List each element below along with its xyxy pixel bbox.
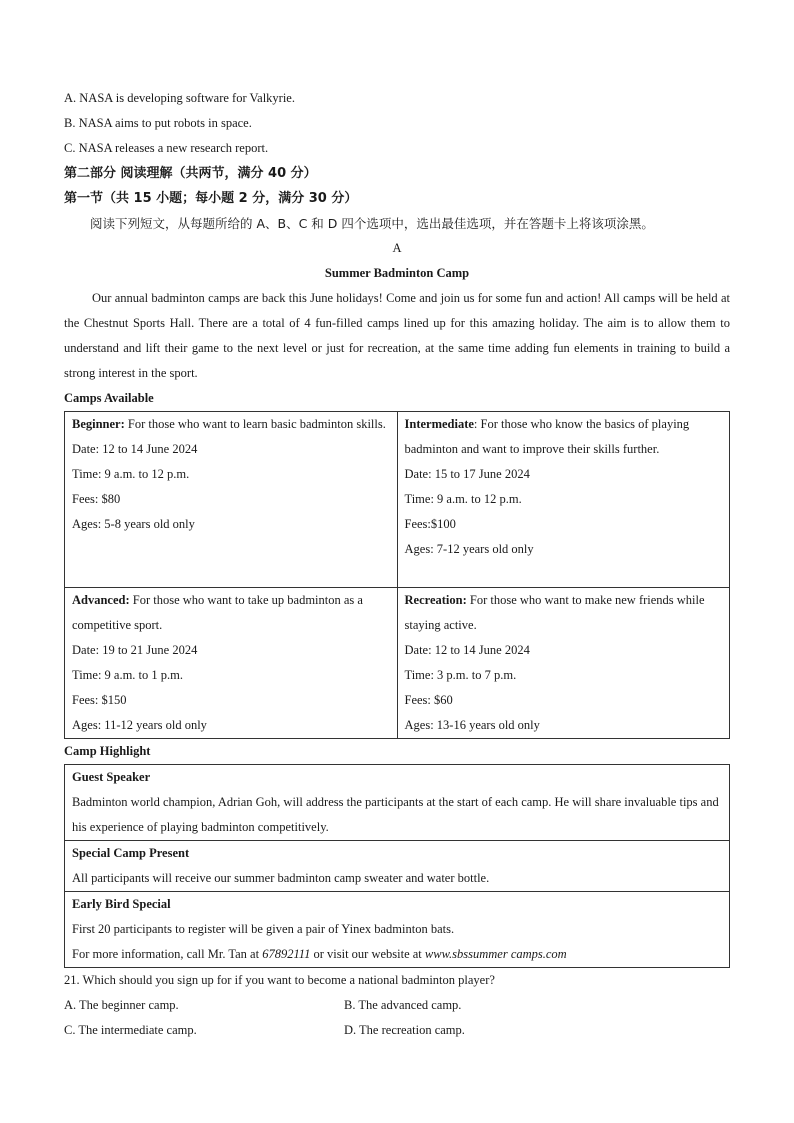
prev-option-c: C. NASA releases a new research report. xyxy=(64,141,269,155)
options-row-1 xyxy=(64,993,730,1018)
camp-fees: Fees:$100 xyxy=(404,517,456,531)
camp-ages: Ages: 5-8 years old only xyxy=(72,517,195,531)
camp-name: Beginner: xyxy=(72,417,125,431)
camp-recreation xyxy=(397,588,730,739)
highlight-present xyxy=(65,841,729,892)
option-b[interactable]: B. The advanced camp. xyxy=(344,998,462,1012)
camp-desc: For those who want to learn basic badminton skills. xyxy=(124,417,386,431)
highlight-title: Guest Speaker xyxy=(72,770,151,784)
exam-page xyxy=(64,86,730,1043)
camp-ages: Ages: 11-12 years old only xyxy=(72,718,207,732)
camp-time: Time: 9 a.m. to 1 p.m. xyxy=(72,668,184,682)
part-heading: 第二部分 阅读理解（共两节，满分 40 分） xyxy=(64,166,317,181)
camp-advanced xyxy=(65,588,398,739)
highlight-heading: Camp Highlight xyxy=(64,744,151,758)
website-link[interactable]: www.sbssummer camps.com xyxy=(424,947,567,961)
highlight-text: All participants will receive our summer badminton camp sweater and water bottle. xyxy=(72,871,490,885)
camp-intermediate xyxy=(397,412,730,588)
question-21: 21. Which should you sign up for if you want to become a national badminton player? xyxy=(64,973,495,987)
camp-date: Date: 19 to 21 June 2024 xyxy=(72,643,198,657)
camp-fees: Fees: $60 xyxy=(404,693,453,707)
camp-beginner xyxy=(65,412,398,588)
camp-ages: Ages: 7-12 years old only xyxy=(404,542,534,556)
camp-date: Date: 12 to 14 June 2024 xyxy=(404,643,530,657)
prev-option-a: A. NASA is developing software for Valkyrie. xyxy=(64,91,295,105)
highlight-guest-speaker xyxy=(65,765,729,841)
camp-desc: : For those who know the basics of playing badminton and want to improve their skills further. xyxy=(404,417,690,456)
option-a[interactable]: A. The beginner camp. xyxy=(64,998,179,1012)
highlights-box xyxy=(64,764,730,968)
passage-letter: A xyxy=(392,241,402,255)
camp-desc: For those who want to make new friends while staying active. xyxy=(404,593,705,632)
section-heading: 第一节（共 15 小题；每小题 2 分，满分 30 分） xyxy=(64,191,358,206)
prev-option-b: B. NASA aims to put robots in space. xyxy=(64,116,252,130)
highlight-text: First 20 participants to register will be given a pair of Yinex badminton bats. xyxy=(72,922,455,936)
camps-heading: Camps Available xyxy=(64,391,154,405)
camp-name: Advanced: xyxy=(72,593,130,607)
camp-time: Time: 3 p.m. to 7 p.m. xyxy=(404,668,517,682)
camp-fees: Fees: $150 xyxy=(72,693,127,707)
camp-date: Date: 12 to 14 June 2024 xyxy=(72,442,198,456)
camp-name: Intermediate xyxy=(404,417,474,431)
camp-desc: For those who want to take up badminton as a competitive sport. xyxy=(72,593,363,632)
options-row-2 xyxy=(64,1018,730,1043)
contact-prefix: For more information, call Mr. Tan at xyxy=(72,947,263,961)
camp-time: Time: 9 a.m. to 12 p.m. xyxy=(404,492,522,506)
option-c[interactable]: C. The intermediate camp. xyxy=(64,1023,197,1037)
passage-title: Summer Badminton Camp xyxy=(324,266,470,280)
phone-number: 67892111 xyxy=(262,947,311,961)
camp-date: Date: 15 to 17 June 2024 xyxy=(404,467,530,481)
camp-ages: Ages: 13-16 years old only xyxy=(404,718,540,732)
camp-name: Recreation: xyxy=(404,593,467,607)
instructions: 阅读下列短文，从每题所给的 A、B、C 和 D 四个选项中，选出最佳选项，并在答题卡上将该项涂黑。 xyxy=(90,216,654,231)
contact-mid: or visit our website at xyxy=(310,947,425,961)
highlight-title: Early Bird Special xyxy=(72,897,171,911)
camps-table xyxy=(64,411,730,739)
option-d[interactable]: D. The recreation camp. xyxy=(344,1023,465,1037)
intro-paragraph: Our annual badminton camps are back this June holidays! Come and join us for some fun and action! All camps will be held at the Chestnut Sports Hall. There are a total of 4 fun-filled camps lined up for this amazing holiday. The aim is to allow them to understand and lift their game to the next level or just for recreation, at the same time adding fun elements in training to build a strong interest in the sport. xyxy=(64,291,730,380)
camp-time: Time: 9 a.m. to 12 p.m. xyxy=(72,467,190,481)
camp-fees: Fees: $80 xyxy=(72,492,121,506)
contact-info xyxy=(72,942,722,967)
highlight-title: Special Camp Present xyxy=(72,846,190,860)
highlight-text: Badminton world champion, Adrian Goh, will address the participants at the start of each camp. He will share invaluable tips and his experience of playing badminton competitively. xyxy=(72,795,719,834)
highlight-early-bird xyxy=(65,892,729,967)
